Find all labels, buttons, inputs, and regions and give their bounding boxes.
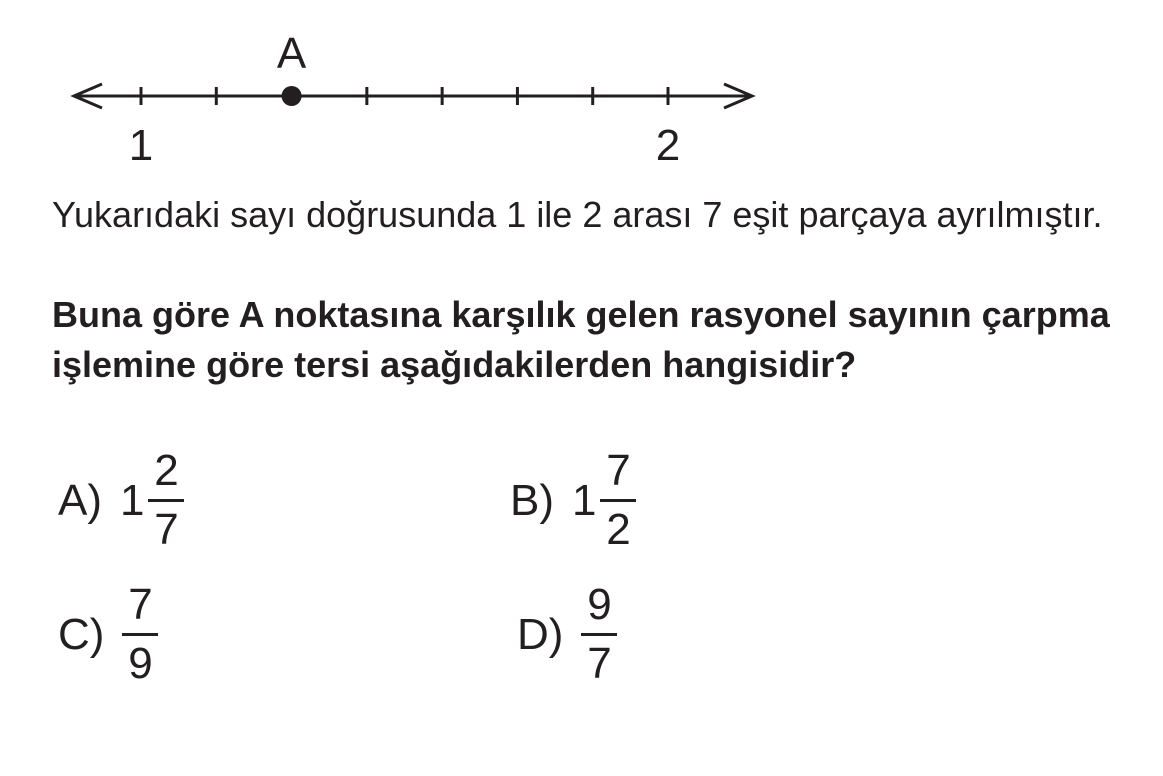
fraction-bar	[148, 499, 184, 502]
fraction-bar	[122, 633, 158, 636]
option-b-whole: 1	[572, 475, 597, 525]
option-b-denominator: 2	[606, 505, 631, 554]
point-a-label: A	[276, 29, 307, 78]
option-a-whole: 1	[120, 475, 145, 525]
start-label: 1	[128, 121, 154, 170]
option-c-numerator: 7	[128, 580, 153, 629]
option-a-numerator: 2	[154, 446, 179, 495]
question-prompt: Buna göre A noktasına karşılık gelen rasyonel sayının çarpma işlemine göre tersi aşağıdakilerden hangisidir?	[52, 294, 1110, 385]
option-d-numerator: 9	[587, 580, 612, 629]
option-c-label: C)	[58, 609, 105, 659]
option-a-label: A)	[58, 475, 102, 525]
option-b-numerator: 7	[606, 446, 631, 495]
option-b-label: B)	[510, 475, 554, 525]
option-d-denominator: 7	[587, 639, 612, 688]
option-d-fraction	[581, 581, 617, 688]
end-label: 2	[655, 121, 681, 170]
option-c[interactable]	[58, 581, 158, 688]
option-d-label: D)	[517, 609, 564, 659]
number-line	[0, 0, 800, 180]
option-a-fraction	[148, 447, 184, 554]
option-a-denominator: 7	[154, 505, 179, 554]
option-c-denominator: 9	[128, 639, 153, 688]
fraction-bar	[600, 499, 636, 502]
option-c-fraction	[122, 581, 158, 688]
fraction-bar	[581, 633, 617, 636]
option-b[interactable]	[510, 447, 636, 554]
option-d[interactable]	[517, 581, 617, 688]
option-b-fraction	[600, 447, 636, 554]
option-a[interactable]	[58, 447, 184, 554]
question-text: Yukarıdaki sayı doğrusunda 1 ile 2 arası 7 eşit parçaya ayrılmıştır.	[52, 194, 1103, 235]
point-a-marker	[282, 86, 302, 106]
